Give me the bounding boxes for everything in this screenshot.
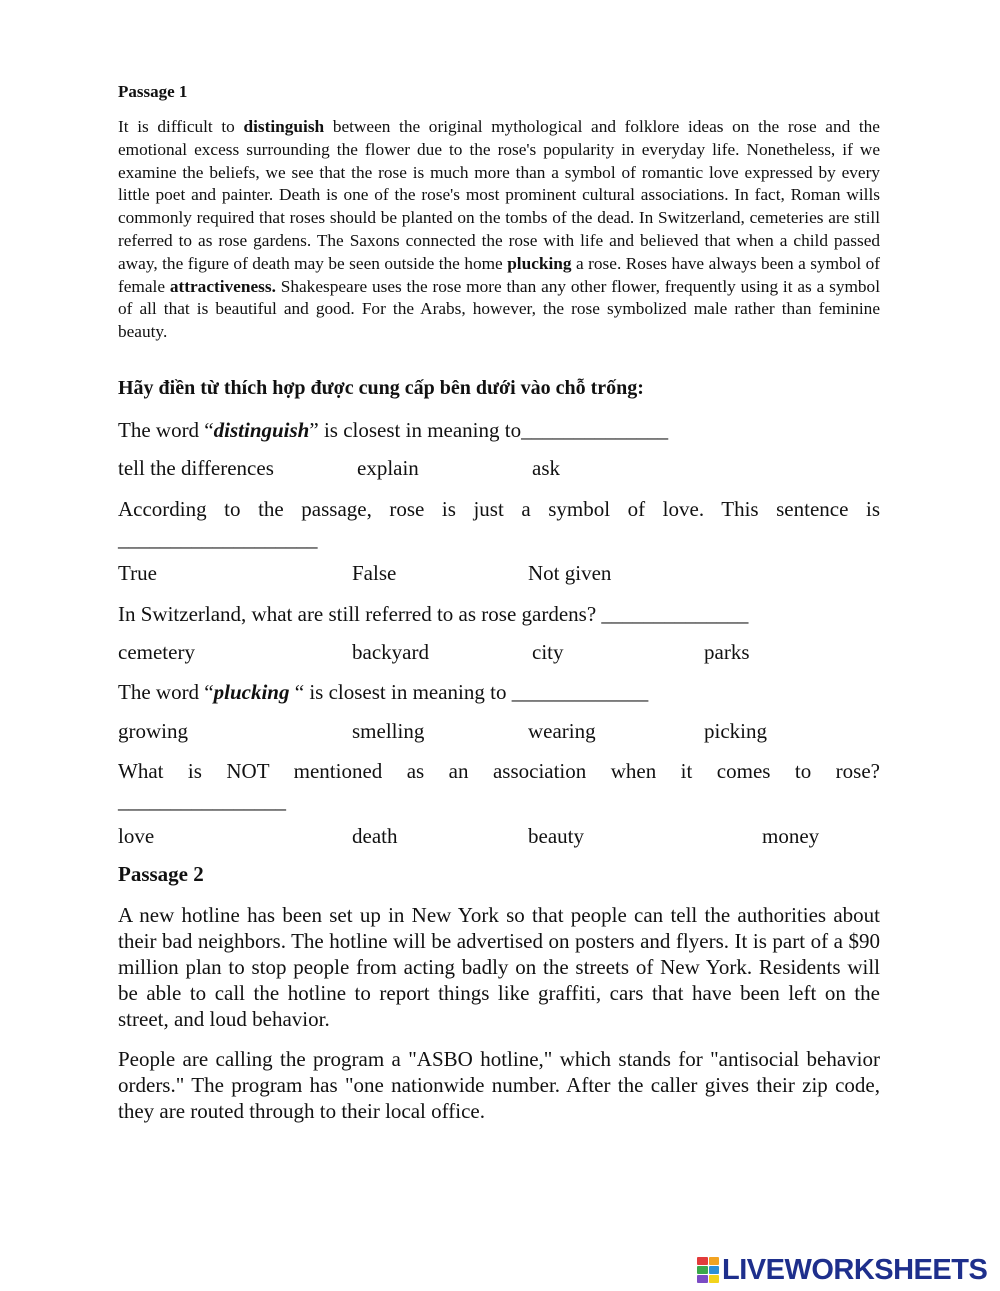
passage-1-segment: a rose. Roses have always been a symbol of female: [118, 253, 881, 296]
option-2a[interactable]: True: [118, 561, 157, 585]
answer-blank-1[interactable]: ______________: [521, 418, 669, 442]
passage-1-keyword: distinguish: [243, 117, 325, 136]
question-keyword: plucking: [213, 680, 290, 704]
option-2b[interactable]: False: [352, 561, 397, 585]
option-4d[interactable]: picking: [704, 719, 767, 743]
option-3c[interactable]: city: [532, 640, 564, 664]
option-5a[interactable]: love: [118, 824, 155, 848]
passage-1-text: [118, 116, 880, 344]
question-text: The word “: [118, 418, 214, 442]
question-text: In Switzerland, what are still referred to as rose gardens?: [118, 602, 602, 626]
option-1b[interactable]: explain: [357, 456, 419, 480]
question-2: According to the passage, rose is just a symbol of love. This sentence is: [118, 497, 880, 521]
passage-2-paragraph-1: A new hotline has been set up in New York so that people can tell the authorities about their bad neighbors. The hotline will be advertised on posters and flyers. It is part of a $90 million plan to stop people from acting badly on the streets of New York. Residents will be able to call the hotline to report things like graffiti, cars that have been left on the street, and loud behavior.: [118, 903, 880, 1031]
question-3: [118, 601, 880, 627]
option-2c[interactable]: Not given: [528, 561, 612, 585]
answer-blank-3[interactable]: ______________: [601, 602, 749, 626]
option-4c[interactable]: wearing: [528, 719, 596, 743]
option-4a[interactable]: growing: [118, 719, 188, 743]
option-3d[interactable]: parks: [704, 640, 750, 664]
option-1c[interactable]: ask: [532, 456, 560, 480]
passage-2-title: Passage 2: [118, 862, 204, 886]
answer-blank-5[interactable]: ________________: [118, 789, 286, 813]
passage-1-segment: between the original mythological and folklore ideas on the rose and the emotional excess surrounding the flower due to the rose's popularity in everyday life. Nonetheless, if we examine the beliefs, we see that the rose is much more than a symbol of romantic love expressed by every little poet and painter. Death is one of the rose's most prominent cultural associations. In fact, Roman wills commonly required that roses should be planted on the tombs of the dead. In Switzerland, cemeteries are still referred to as rose gardens. The Saxons connected the rose with life and believed that when a child passed away, the figure of death may be seen outside the home: [118, 117, 880, 273]
passage-1-keyword: plucking: [507, 253, 572, 273]
question-4: [118, 679, 880, 705]
question-text: “ is closest in meaning to: [289, 680, 512, 704]
passage-1-segment: It is difficult to: [118, 117, 244, 136]
option-5c[interactable]: beauty: [528, 824, 584, 848]
question-1: [118, 417, 880, 443]
answer-blank-4[interactable]: _____________: [511, 680, 649, 704]
passage-1-title: Passage 1: [118, 82, 188, 101]
option-5d[interactable]: money: [762, 824, 820, 848]
passage-1-segment: Shakespeare uses the rose more than any other flower, frequently using it as a symbol of all that is beautiful and good. For the Arabs, however, the rose symbolized male rather than feminine beauty.: [118, 276, 880, 342]
answer-blank-2[interactable]: ___________________: [118, 527, 318, 551]
liveworksheets-logo-icon: [697, 1257, 719, 1283]
question-keyword: distinguish: [213, 418, 310, 442]
question-5: What is NOT mentioned as an association when it comes to rose?: [118, 759, 880, 783]
option-1a[interactable]: tell the differences: [118, 456, 274, 480]
option-3b[interactable]: backyard: [352, 640, 429, 664]
option-4b[interactable]: smelling: [352, 719, 425, 743]
question-text: The word “: [118, 680, 214, 704]
question-text: ” is closest in meaning to: [309, 418, 522, 442]
instruction-heading: Hãy điền từ thích hợp được cung cấp bên dưới vào chỗ trống:: [118, 377, 644, 399]
liveworksheets-brand[interactable]: [697, 1255, 987, 1285]
passage-2-paragraph-2: People are calling the program a "ASBO hotline," which stands for "antisocial behavior orders." The program has "one nationwide number. After the caller gives their zip code, they are routed through to their local office.: [118, 1047, 880, 1123]
passage-1-keyword: attractiveness.: [169, 276, 276, 296]
brand-text: LIVEWORKSHEETS: [722, 1253, 988, 1286]
option-3a[interactable]: cemetery: [118, 640, 195, 664]
option-5b[interactable]: death: [352, 824, 398, 848]
